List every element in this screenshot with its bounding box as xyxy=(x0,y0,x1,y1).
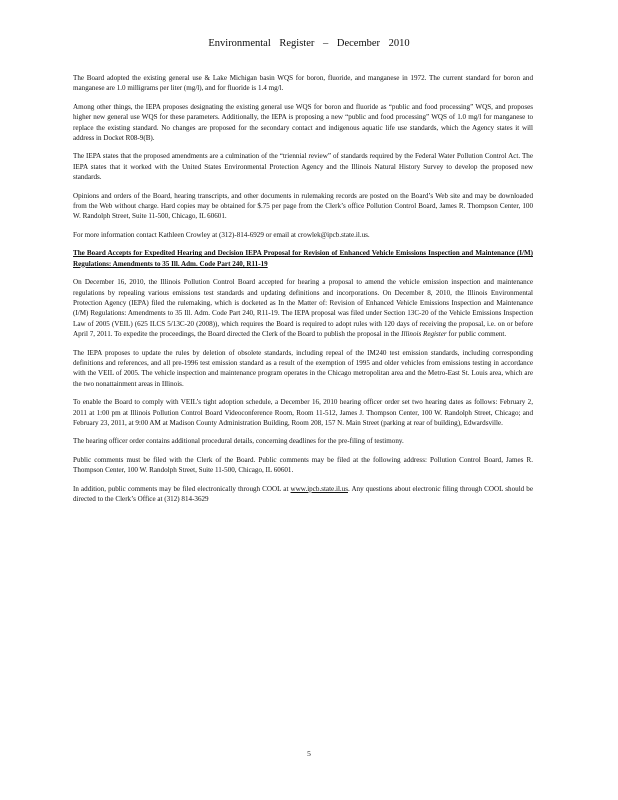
paragraph-electronic-filing xyxy=(73,484,533,505)
article-body xyxy=(73,73,533,512)
electronic-filing-tail: . Any questions about electronic filing through COOL should be directed to the Clerk’s Office at (312) 814-3629 xyxy=(73,484,533,503)
page-header: Environmental Register – December 2010 xyxy=(208,38,410,49)
paragraph-boron-standards: The Board adopted the existing general use & Lake Michigan basin WQS for boron, fluoride, and manganese in 1972. The current standard for boron and manganese are 1.0 milligrams per liter (mg/l), and for fluoride is 1.4 mg/l. xyxy=(73,74,533,93)
paragraph-hearing-accepted xyxy=(73,277,533,339)
page-number: 5 xyxy=(307,749,311,758)
paragraph-hearing-accepted-text: On December 16, 2010, the Illinois Pollution Control Board accepted for hearing a proposal to amend the vehicle emission inspection and maintenance regulations by repealing various emissions test standards and updating definitions and incorporations. On December 8, 2010, the Illinois Environmental Protection Agency (IEPA) filed the rulemaking, which is docketed as In the Matter of: Revision of Enhanced Vehicle Emissions Inspection and Maintenance (I/M) Regulations: Amendments to 35 Ill. Adm. Code Part 240, R11-19. The IEPA proposal was filed under Section 13C-20 of the Vehicle Emissions Inspection Law of 2005 (VEIL) (625 ILCS 5/13C-20 (2008)), which requires the Board is required to adopt rules with 120 days of receiving the proposal, i.e. on or before April 7, 2011. To expedite the proceedings, the Board directed the Clerk of the Board to publish the proposal in the xyxy=(73,278,533,339)
paragraph-iepa-proposal: Among other things, the IEPA proposes designating the existing general use WQS for boron and fluoride as “public and food processing” WQS, and proposes higher new general use WQS for these parameters. Additionally, the IEPA is proposing a new “public and food processing” WQS of 1.0 mg/l for manganese to replace the existing standard. No changes are proposed for the secondary contact and indigenous aquatic life use standards, which the Agency states it will address in Docket R08-9(B). xyxy=(73,102,533,143)
illinois-register-title: Illinois Register xyxy=(401,330,447,339)
paragraph-hearing-dates: To enable the Board to comply with VEIL’s tight adoption schedule, a December 16, 2010 hearing officer order set two hearing dates as follows: February 2, 2011 at 1:00 pm at Illinois Pollution Control Board Videoconference Room, Room 11-512, James J. Thompson Center, 100 W. Randolph Street, Chicago; and February 23, 2011, at 9:00 AM at Madison County Administration Building, Room 208, 157 N. Main Street (parking at rear of building), Edwardsville. xyxy=(73,398,533,427)
paragraph-contact-info: For more information contact Kathleen Crowley at (312)-814-6929 or email at crowlek@ipcb.state.il.us. xyxy=(73,230,370,239)
paragraph-obsolete-standards: The IEPA proposes to update the rules by deletion of obsolete standards, including repeal of the IM240 test emission standards, including corresponding definitions and references, and all pre-1996 test emission standard as a result of the exemption of 1995 and older vehicles from emissions testing in accordance with the VEIL of 2005. The vehicle inspection and maintenance program operates in the Chicago metropolitan area and the Metro-East St. Louis area, which are the two nonattainment areas in Illinois. xyxy=(73,348,533,388)
section-title: The Board Accepts for Expedited Hearing and Decision IEPA Proposal for Revision of Enhanced Vehicle Emissions Inspection and Maintenance (I/M) Regulations: Amendments to 35 Ill. Adm. Code Part 240, R11-19 xyxy=(73,249,533,268)
paragraph-hearing-accepted-tail: for public comment. xyxy=(446,330,507,339)
paragraph-triennial-review: The IEPA states that the proposed amendments are a culmination of the “triennial review” of standards required by the Federal Water Pollution Control Act. The IEPA states that it worked with the United States Environmental Protection Agency and the Illinois Natural History Survey to develop the proposed new standards. xyxy=(73,152,533,182)
paragraph-hearing-officer-order: The hearing officer order contains additional procedural details, concerning deadlines for the pre-filing of testimony. xyxy=(73,437,404,446)
electronic-filing-text: In addition, public comments may be filed electronically through COOL at xyxy=(73,484,291,493)
paragraph-board-documents: Opinions and orders of the Board, hearing transcripts, and other documents in rulemaking records are posted on the Board’s Web site and may be downloaded from the Web without charge. Hard copies may be obtained for $.75 per page from the Clerk’s office Pollution Control Board, James R. Thompson Center, 100 W. Randolph Street, Suite 11-500, Chicago, IL 60601. xyxy=(73,191,533,221)
paragraph-public-comments: Public comments must be filed with the Clerk of the Board. Public comments may be filed at the following address: Pollution Control Board, James R. Thompson Center, 100 W. Randolph Street, Suite 11-500, Chicago, IL 60601. xyxy=(73,455,533,475)
ipcb-website-link[interactable]: www.ipcb.state.il.us xyxy=(290,484,348,493)
